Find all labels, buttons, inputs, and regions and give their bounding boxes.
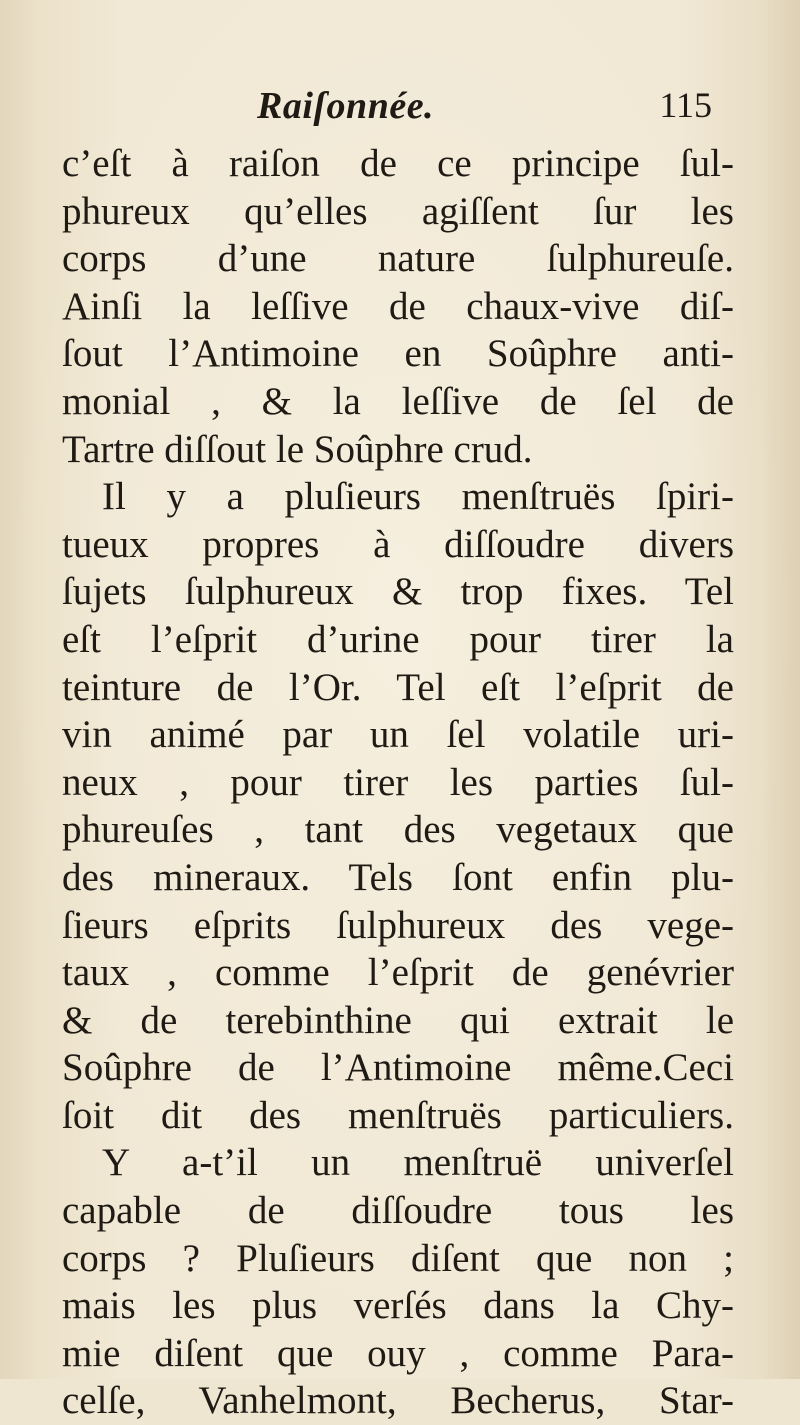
text-line: vin animé par un ſel volatile uri-: [62, 713, 734, 757]
page-text: [62, 80, 734, 1425]
page-header: [62, 80, 734, 140]
text-line: eſt l’eſprit d’urine pour tirer la: [62, 617, 734, 661]
running-head: Raiſonnée.: [257, 85, 435, 127]
text-line: capable de diſſoudre tous les: [62, 1189, 734, 1233]
text-line: & de terebinthine qui extrait le: [62, 998, 734, 1042]
text-line: taux , comme l’eſprit de genévrier: [62, 951, 734, 995]
text-line: corps d’une nature ſulphureuſe.: [62, 237, 734, 281]
body-text: [62, 140, 734, 1425]
text-line: tueux propres à diſſoudre divers: [62, 522, 734, 566]
text-line: c’eſt à raiſon de ce principe ſul-: [62, 142, 734, 185]
page-number: 115: [659, 85, 712, 125]
text-line: Soûphre de l’Antimoine même.Ceci: [62, 1046, 734, 1090]
text-line: monial , & la leſſive de ſel de: [62, 379, 734, 423]
text-line: phureuſes , tant des vegetaux que: [62, 808, 734, 852]
text-line: ſout l’Antimoine en Soûphre anti-: [62, 332, 734, 376]
text-line: ſoit dit des menſtruës particuliers.: [62, 1093, 734, 1137]
text-line: celſe, Vanhelmont, Becherus, Star-: [62, 1379, 734, 1423]
text-line: phureux qu’elles agiſſent ſur les: [62, 189, 734, 233]
text-line: ſieurs eſprits ſulphureux des vege-: [62, 903, 734, 947]
text-line: corps ? Pluſieurs diſent que non ;: [62, 1236, 734, 1280]
text-line: Tartre diſſout le Soûphre crud.: [62, 427, 533, 471]
text-line: Y a-t’il un menſtruë univerſel: [102, 1141, 734, 1185]
text-line: teinture de l’Or. Tel eſt l’eſprit de: [62, 665, 734, 709]
text-line: des mineraux. Tels ſont enfin plu-: [62, 855, 734, 899]
text-line: neux , pour tirer les parties ſul-: [62, 760, 734, 804]
text-line: mais les plus verſés dans la Chy-: [62, 1284, 734, 1328]
text-line: Ainſi la leſſive de chaux-vive diſ-: [62, 284, 734, 328]
text-line: ſujets ſulphureux & trop fixes. Tel: [62, 570, 734, 614]
text-line: mie diſent que ouy , comme Para-: [62, 1331, 734, 1375]
text-line: Il y a pluſieurs menſtruës ſpiri-: [102, 475, 734, 519]
